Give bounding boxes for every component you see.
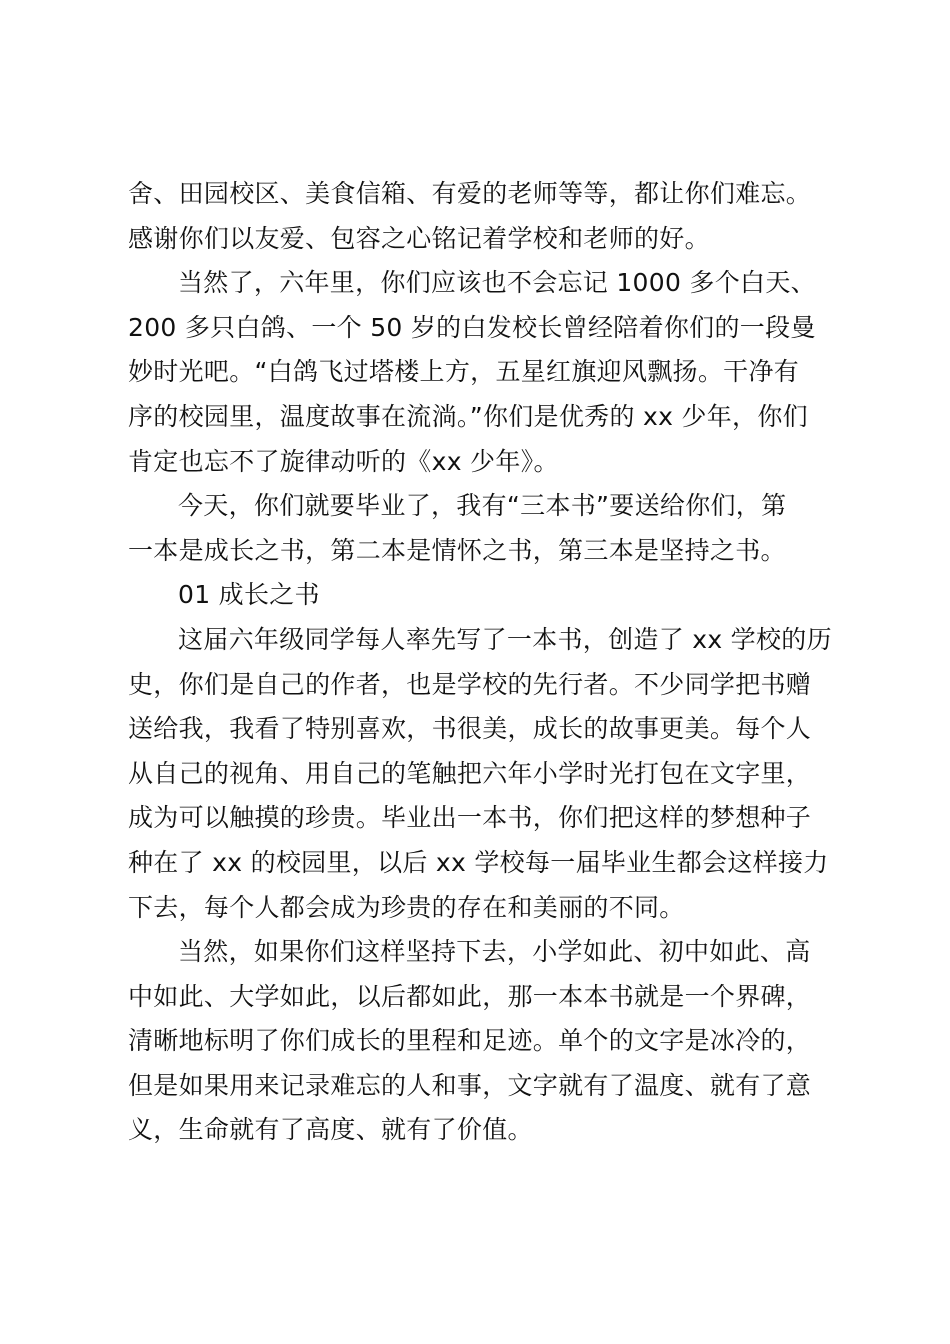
text-line: 中如此、大学如此，以后都如此，那一本本书就是一个界碑， bbox=[128, 981, 812, 1011]
text-line: 义，生命就有了高度、就有了价值。 bbox=[128, 1115, 533, 1145]
body-text bbox=[128, 172, 838, 1153]
text-line: 当然了，六年里，你们应该也不会忘记 1000 多个白天、 bbox=[178, 268, 816, 298]
text-line: 感谢你们以友爱、包容之心铭记着学校和老师的好。 bbox=[128, 223, 710, 253]
text-line: 序的校园里，温度故事在流淌。”你们是优秀的 xx 少年，你们 bbox=[128, 401, 808, 431]
text-line: 当然，如果你们这样坚持下去，小学如此、初中如此、高 bbox=[178, 937, 811, 967]
text-line: 这届六年级同学每人率先写了一本书，创造了 xx 学校的历 bbox=[178, 624, 832, 654]
text-line: 肯定也忘不了旋律动听的《xx 少年》。 bbox=[128, 446, 559, 476]
text-line: 种在了 xx 的校园里，以后 xx 学校每一届毕业生都会这样接力 bbox=[128, 847, 829, 877]
text-line: 但是如果用来记录难忘的人和事，文字就有了温度、就有了意 bbox=[128, 1070, 812, 1100]
text-line: 史，你们是自己的作者，也是学校的先行者。不少同学把书赠 bbox=[128, 669, 812, 699]
text-line: 舍、田园校区、美食信箱、有爱的老师等等，都让你们难忘。 bbox=[128, 179, 812, 208]
text-line: 从自己的视角、用自己的笔触把六年小学时光打包在文字里， bbox=[128, 758, 812, 788]
section-heading: 01 成长之书 bbox=[178, 580, 320, 610]
text-line: 清晰地标明了你们成长的里程和足迹。单个的文字是冰冷的， bbox=[128, 1026, 812, 1056]
text-line: 下去，每个人都会成为珍贵的存在和美丽的不同。 bbox=[128, 892, 685, 922]
text-line: 一本是成长之书，第二本是情怀之书，第三本是坚持之书。 bbox=[128, 535, 786, 565]
text-line: 妙时光吧。“白鸽飞过塔楼上方，五星红旗迎风飘扬。干净有 bbox=[128, 357, 800, 387]
text-line: 今天，你们就要毕业了，我有“三本书”要送给你们，第 bbox=[178, 491, 787, 521]
text-line: 200 多只白鸽、一个 50 岁的白发校长曾经陪着你们的一段曼 bbox=[128, 312, 816, 342]
text-line: 送给我，我看了特别喜欢，书很美，成长的故事更美。每个人 bbox=[128, 714, 812, 744]
text-line: 成为可以触摸的珍贵。毕业出一本书，你们把这样的梦想种子 bbox=[128, 803, 812, 833]
